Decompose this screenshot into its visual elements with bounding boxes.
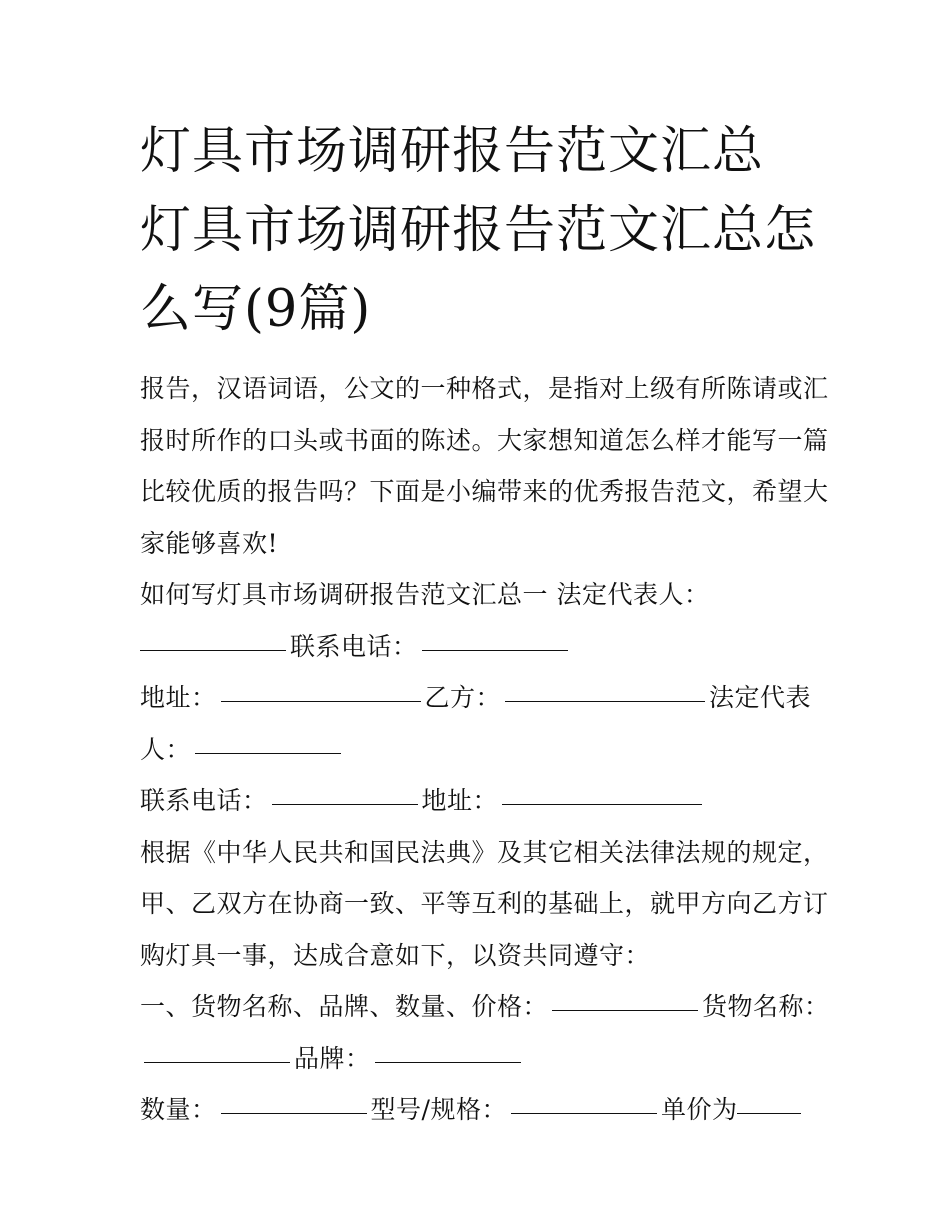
contact-phone-blank: [422, 623, 568, 650]
address-label: 地址：: [140, 683, 217, 712]
document-page: [140, 112, 830, 1136]
party-b-blank: [505, 675, 705, 702]
unit-price-label: 单价为: [660, 1095, 738, 1124]
basis-paragraph: 根据《中华人民共和国民法典》及其它相关法律法规的规定，甲、乙双方在协商一致、平等互利的基础上，就甲方向乙方订购灯具一事，达成合意如下，以资共同遵守：: [140, 837, 829, 970]
quantity-label: 数量：: [140, 1095, 217, 1124]
address-label-2: 地址：: [421, 786, 499, 815]
document-title: 灯具市场调研报告范文汇总 灯具市场调研报告范文汇总怎么写(9篇): [140, 122, 817, 339]
clause-one-blank: [552, 984, 698, 1011]
clause-one-label: 一、货物名称、品牌、数量、价格：: [140, 992, 549, 1021]
contact-phone-2-blank: [272, 778, 418, 805]
contact-phone-label: 联系电话：: [290, 631, 418, 661]
contract-line-3: [140, 775, 830, 827]
model-blank: [511, 1087, 657, 1114]
quantity-blank: [221, 1087, 367, 1114]
model-label: 型号/规格：: [370, 1095, 507, 1124]
clause-one: [140, 981, 830, 1084]
address-2-blank: [502, 778, 702, 805]
contract-line-2: [140, 672, 830, 775]
brand-blank: [375, 1035, 521, 1062]
contact-phone-label-2: 联系电话：: [140, 786, 268, 815]
unit-price-blank: [737, 1087, 801, 1114]
contract-line-1: [140, 621, 830, 673]
goods-name-label: 货物名称：: [702, 992, 830, 1021]
intro-paragraph: 报告，汉语词语，公文的一种格式，是指对上级有所陈请或汇报时所作的口头或书面的陈述。大家想知道怎么样才能写一篇比较优质的报告吗？下面是小编带来的优秀报告范文，希望大家能够喜欢!: [140, 374, 829, 558]
legal-rep-2-blank: [195, 726, 341, 753]
party-b-label: 乙方：: [424, 683, 502, 712]
quantity-line: [140, 1084, 830, 1136]
legal-rep-label: 法定代表人：: [140, 683, 812, 764]
legal-rep-blank: [140, 623, 286, 650]
section-heading: 如何写灯具市场调研报告范文汇总一 法定代表人：: [140, 580, 710, 609]
brand-label: 品牌：: [294, 1043, 371, 1073]
address-blank: [221, 675, 421, 702]
goods-name-blank: [144, 1035, 290, 1062]
